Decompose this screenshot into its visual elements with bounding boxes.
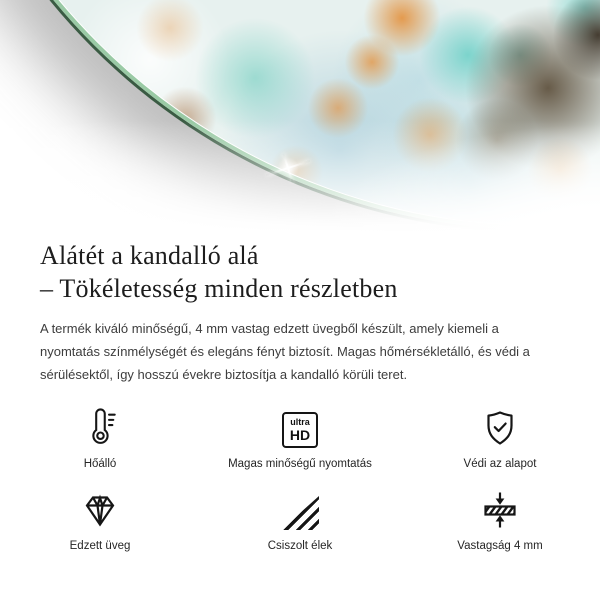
title-line-1: Alátét a kandalló alá (40, 241, 259, 270)
title-line-2: – Tökéletesség minden részletben (40, 273, 398, 303)
product-description-section (0, 240, 600, 552)
feature-item-polished-edges (200, 486, 400, 552)
feature-item-print-quality (200, 404, 400, 470)
thermometer-icon (81, 404, 119, 448)
thickness-icon (480, 486, 520, 530)
feature-item-protects-base (400, 404, 600, 470)
ultra-hd-icon: ultra HD (282, 404, 318, 448)
shield-check-icon (480, 404, 520, 448)
product-photo (0, 0, 600, 232)
product-description: A termék kiváló minőségű, 4 mm vastag edzett üvegből készült, amely kiemeli a nyomtatás színmélységét és elegáns fényt biztosít. Magas hőmérsékletálló, és védi a sérülésektől, így hosszú évekre biztosítja a kandalló körüli teret. (40, 321, 530, 382)
feature-item-tempered-glass (0, 486, 200, 552)
feature-item-thickness (400, 486, 600, 552)
feature-label: Védi az alapot (463, 458, 537, 470)
polished-edges-icon (281, 486, 319, 530)
feature-label: Magas minőségű nyomtatás (228, 458, 372, 470)
feature-label: Vastagság 4 mm (457, 540, 543, 552)
feature-item-heat-resistant (0, 404, 200, 470)
diamond-icon (80, 486, 120, 530)
feature-label: Csiszolt élek (267, 540, 333, 552)
feature-grid (0, 404, 600, 552)
feature-label: Hőálló (83, 458, 117, 470)
feature-label: Edzett üveg (69, 540, 131, 552)
page-title (40, 240, 560, 305)
